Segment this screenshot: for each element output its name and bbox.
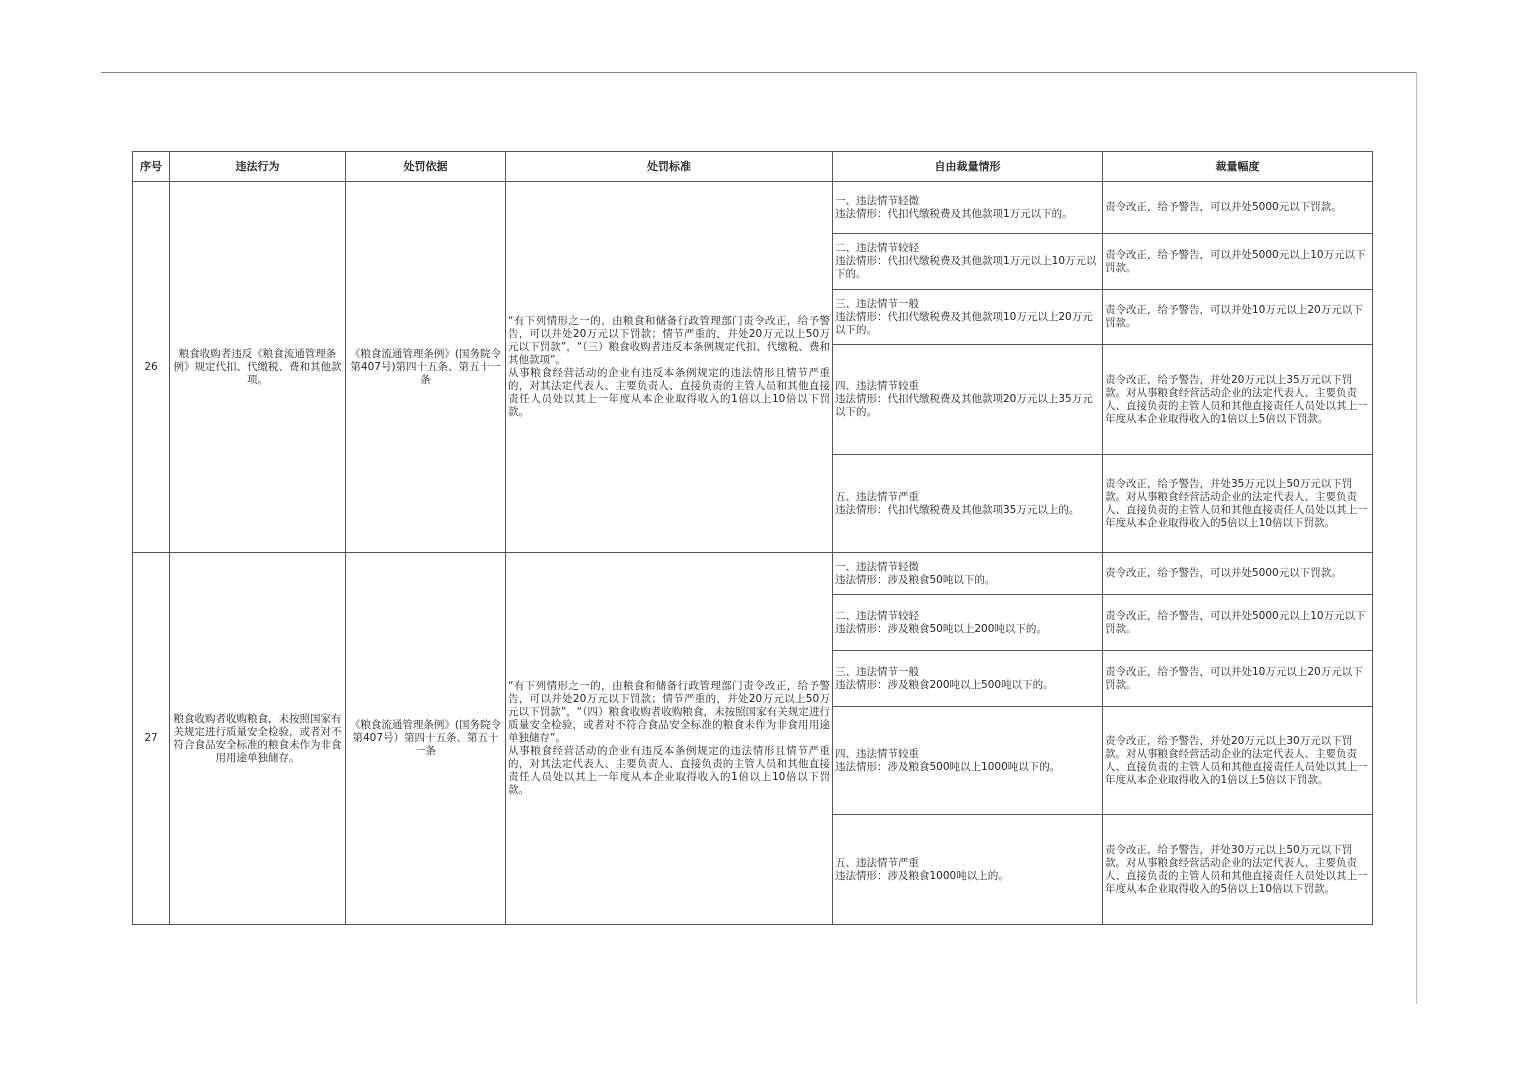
header-act: 违法行为 xyxy=(170,152,346,182)
row-range: 责令改正，给予警告，可以并处5000元以上10万元以下罚款。 xyxy=(1103,234,1373,290)
row-standard: “有下列情形之一的，由粮食和储备行政管理部门责令改正，给予警告，可以并处20万元以下罚款；情节严重的，并处20万元以上50万元以下罚款”，“（三）粮食收购者违反本条例规定代扣、代缴税、费和其他款项”。 从事粮食经营活动的企业有违反本条例规定的违法情形且情节严重的，对其法定代表人、主要负责人、直接负责的主管人员和其他直接责任人员处以其上一年度从本企业取得收入的1倍以上10倍以下罚款。 xyxy=(506,182,833,553)
row-situation: 五、违法情节严重 违法情形：涉及粮食1000吨以上的。 xyxy=(833,815,1103,925)
row-range: 责令改正，给予警告，可以并处5000元以上10万元以下罚款。 xyxy=(1103,595,1373,651)
row-situation: 三、违法情节一般 违法情形：代扣代缴税费及其他款项10万元以上20万元以下的。 xyxy=(833,290,1103,345)
row-situation: 四、违法情节较重 违法情形：涉及粮食500吨以上1000吨以下的。 xyxy=(833,707,1103,815)
row-no: 27 xyxy=(133,553,170,925)
row-situation: 五、违法情节严重 违法情形：代扣代缴税费及其他款项35万元以上的。 xyxy=(833,455,1103,553)
row-situation: 一、违法情节轻微 违法情形：代扣代缴税费及其他款项1万元以下的。 xyxy=(833,182,1103,234)
row-basis: 《粮食流通管理条例》(国务院令第407号)第四十五条、第五十一条 xyxy=(346,182,506,553)
row-range: 责令改正，给予警告，可以并处5000元以下罚款。 xyxy=(1103,182,1373,234)
row-situation: 一、违法情节轻微 违法情形：涉及粮食50吨以下的。 xyxy=(833,553,1103,595)
header-situation: 自由裁量情形 xyxy=(833,152,1103,182)
row-situation: 三、违法情节一般 违法情形：涉及粮食200吨以上500吨以下的。 xyxy=(833,651,1103,707)
row-range: 责令改正，给予警告，可以并处5000元以下罚款。 xyxy=(1103,553,1373,595)
header-range: 裁量幅度 xyxy=(1103,152,1373,182)
row-range: 责令改正，给予警告，并处20万元以上30万元以下罚款。对从事粮食经营活动企业的法定代表人、主要负责人、直接负责的主管人员和其他直接责任人员处以其上一年度从本企业取得收入的1倍以上5倍以下罚款。 xyxy=(1103,707,1373,815)
row-situation: 二、违法情节较轻 违法情形：代扣代缴税费及其他款项1万元以上10万元以下的。 xyxy=(833,234,1103,290)
row-range: 责令改正，给予警告，可以并处10万元以上20万元以下罚款。 xyxy=(1103,290,1373,345)
row-act: 粮食收购者收购粮食，未按照国家有关规定进行质量安全检验，或者对不符合食品安全标准的粮食未作为非食用用途单独储存。 xyxy=(170,553,346,925)
page-right-rule xyxy=(1416,72,1417,1004)
row-situation: 四、违法情节较重 违法情形：代扣代缴税费及其他款项20万元以上35万元以下的。 xyxy=(833,345,1103,455)
header-no: 序号 xyxy=(133,152,170,182)
row-range: 责令改正，给予警告，并处30万元以上50万元以下罚款。对从事粮食经营活动企业的法定代表人、主要负责人、直接负责的主管人员和其他直接责任人员处以其上一年度从本企业取得收入的5倍以上10倍以下罚款。 xyxy=(1103,815,1373,925)
table-row xyxy=(133,553,1373,595)
row-situation: 二、违法情节较轻 违法情形：涉及粮食50吨以上200吨以下的。 xyxy=(833,595,1103,651)
table-row xyxy=(133,182,1373,234)
row-range: 责令改正，给予警告，并处35万元以上50万元以下罚款。对从事粮食经营活动企业的法定代表人、主要负责人、直接负责的主管人员和其他直接责任人员处以其上一年度从本企业取得收入的5倍以上10倍以下罚款。 xyxy=(1103,455,1373,553)
row-standard: “有下列情形之一的，由粮食和储备行政管理部门责令改正，给予警告，可以并处20万元以下罚款；情节严重的，并处20万元以上50万元以下罚款”，“（四）粮食收购者收购粮食，未按照国家有关规定进行质量安全检验，或者对不符合食品安全标准的粮食未作为非食用用途单独储存”。 从事粮食经营活动的企业有违反本条例规定的违法情形且情节严重的，对其法定代表人、主要负责人、直接负责的主管人员和其他直接责任人员处以其上一年度从本企业取得收入的1倍以上10倍以下罚款。 xyxy=(506,553,833,925)
row-range: 责令改正，给予警告，可以并处10万元以上20万元以下罚款。 xyxy=(1103,651,1373,707)
row-basis: 《粮食流通管理条例》(国务院令第407号）第四十五条、第五十一条 xyxy=(346,553,506,925)
header-standard: 处罚标准 xyxy=(506,152,833,182)
header-row xyxy=(133,152,1373,182)
page-top-rule xyxy=(101,72,1417,73)
row-no: 26 xyxy=(133,182,170,553)
row-range: 责令改正，给予警告，并处20万元以上35万元以下罚款。对从事粮食经营活动企业的法定代表人、主要负责人、直接负责的主管人员和其他直接责任人员处以其上一年度从本企业取得收入的1倍以上5倍以下罚款。 xyxy=(1103,345,1373,455)
header-basis: 处罚依据 xyxy=(346,152,506,182)
penalty-table xyxy=(132,151,1373,925)
row-act: 粮食收购者违反《粮食流通管理条例》规定代扣、代缴税、费和其他款项。 xyxy=(170,182,346,553)
